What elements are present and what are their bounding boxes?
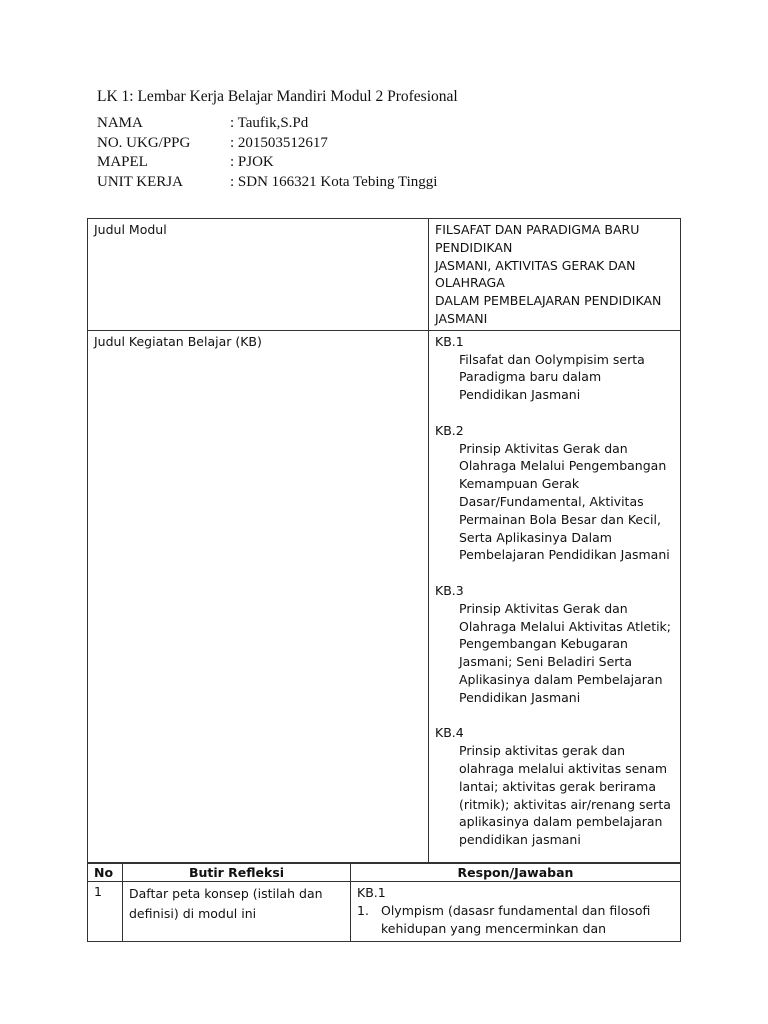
kb-line: Olahraga Melalui Aktivitas Atletik; <box>459 618 672 634</box>
header-butir-refleksi: Butir Refleksi <box>123 864 351 882</box>
reflection-table <box>87 863 681 942</box>
info-value: : 201503512617 <box>230 134 328 151</box>
kb-line: lantai; aktivitas gerak berirama <box>459 778 656 794</box>
respon-kb-code: KB.1 <box>357 885 386 900</box>
table-row <box>88 882 681 942</box>
kb-line: Prinsip Aktivitas Gerak dan <box>459 440 628 456</box>
info-value: : Taufik,S.Pd <box>230 115 309 131</box>
judul-modul-value <box>429 219 681 331</box>
kb-line: Prinsip aktivitas gerak dan <box>459 743 626 759</box>
info-label: NO. UKG/PPG <box>97 134 191 151</box>
info-row-nama <box>97 114 437 134</box>
kb-line: Pembelajaran Pendidikan Jasmani <box>459 547 670 563</box>
respon-item-line: Olympism (dasasr fundamental dan filosofi <box>381 903 651 918</box>
info-row-no-ukg <box>97 134 437 154</box>
kb-line: Kemampuan Gerak <box>459 476 580 492</box>
kb-line: Filsafat dan Oolympisim serta <box>459 351 645 367</box>
info-row-mapel <box>97 153 437 173</box>
kb-code: KB.3 <box>435 582 464 598</box>
row-number: 1 <box>88 882 123 942</box>
kb-code: KB.2 <box>435 422 464 438</box>
table-row <box>88 330 681 862</box>
info-label: UNIT KERJA <box>97 173 183 190</box>
kb-line: Aplikasinya dalam Pembelajaran <box>459 671 663 687</box>
kb-block-2 <box>435 422 674 564</box>
kb-line: Serta Aplikasinya Dalam <box>459 529 612 545</box>
kb-line: Olahraga Melalui Pengembangan <box>459 458 667 474</box>
judul-modul-line: JASMANI <box>435 310 488 326</box>
kb-label: Judul Kegiatan Belajar (KB) <box>88 330 429 862</box>
kb-block-4 <box>435 724 674 849</box>
kb-block-3 <box>435 582 674 707</box>
header-respon-jawaban: Respon/Jawaban <box>351 864 681 882</box>
judul-modul-label: Judul Modul <box>88 219 429 331</box>
info-value: : SDN 166321 Kota Tebing Tinggi <box>230 173 438 190</box>
judul-modul-line: OLAHRAGA <box>435 275 505 291</box>
table-row <box>88 219 681 331</box>
kb-line: Pendidikan Jasmani <box>459 387 581 403</box>
info-row-unit-kerja <box>97 173 437 193</box>
judul-modul-line: DALAM PEMBELAJARAN PENDIDIKAN <box>435 293 662 309</box>
respon-item-number: 1. <box>357 903 369 918</box>
document-title: LK 1: Lembar Kerja Belajar Mandiri Modul 2 Profesional <box>97 88 458 105</box>
kb-block-1 <box>435 333 674 404</box>
kb-line: pendidikan jasmani <box>459 832 581 848</box>
module-table <box>87 218 681 863</box>
kb-line: Pengembangan Kebugaran <box>459 636 628 652</box>
kb-line: Permainan Bola Besar dan Kecil, <box>459 511 661 527</box>
kb-line: aplikasinya dalam pembelajaran <box>459 814 663 830</box>
kb-line: Prinsip Aktivitas Gerak dan <box>459 600 628 616</box>
kb-code: KB.4 <box>435 725 464 741</box>
judul-modul-line: PENDIDIKAN <box>435 239 513 255</box>
header-no: No <box>88 864 123 882</box>
kb-line: Dasar/Fundamental, Aktivitas <box>459 493 644 509</box>
kb-line: Jasmani; Seni Beladiri Serta <box>459 654 632 670</box>
info-value: : PJOK <box>230 154 274 170</box>
kb-line: (ritmik); aktivitas air/renang serta <box>459 796 671 812</box>
kb-code: KB.1 <box>435 333 464 349</box>
butir-line: definisi) di modul ini <box>129 906 257 921</box>
judul-modul-line: JASMANI, AKTIVITAS GERAK DAN <box>435 257 636 273</box>
info-label: NAMA <box>97 115 143 131</box>
judul-modul-line: FILSAFAT DAN PARADIGMA BARU <box>435 222 640 237</box>
butir-line: Daftar peta konsep (istilah dan <box>129 886 323 901</box>
butir-refleksi-cell <box>123 882 351 942</box>
respon-item-line: kehidupan yang mencerminkan dan <box>381 921 607 936</box>
info-label: MAPEL <box>97 154 148 170</box>
kb-line: olahraga melalui aktivitas senam <box>459 760 668 776</box>
kb-line: Pendidikan Jasmani <box>459 689 581 705</box>
table-header-row <box>88 864 681 882</box>
kb-line: Paradigma baru dalam <box>459 369 602 385</box>
identity-block <box>97 114 437 192</box>
respon-list-item <box>357 902 674 938</box>
kb-list <box>429 330 681 862</box>
respon-cell <box>351 882 681 942</box>
